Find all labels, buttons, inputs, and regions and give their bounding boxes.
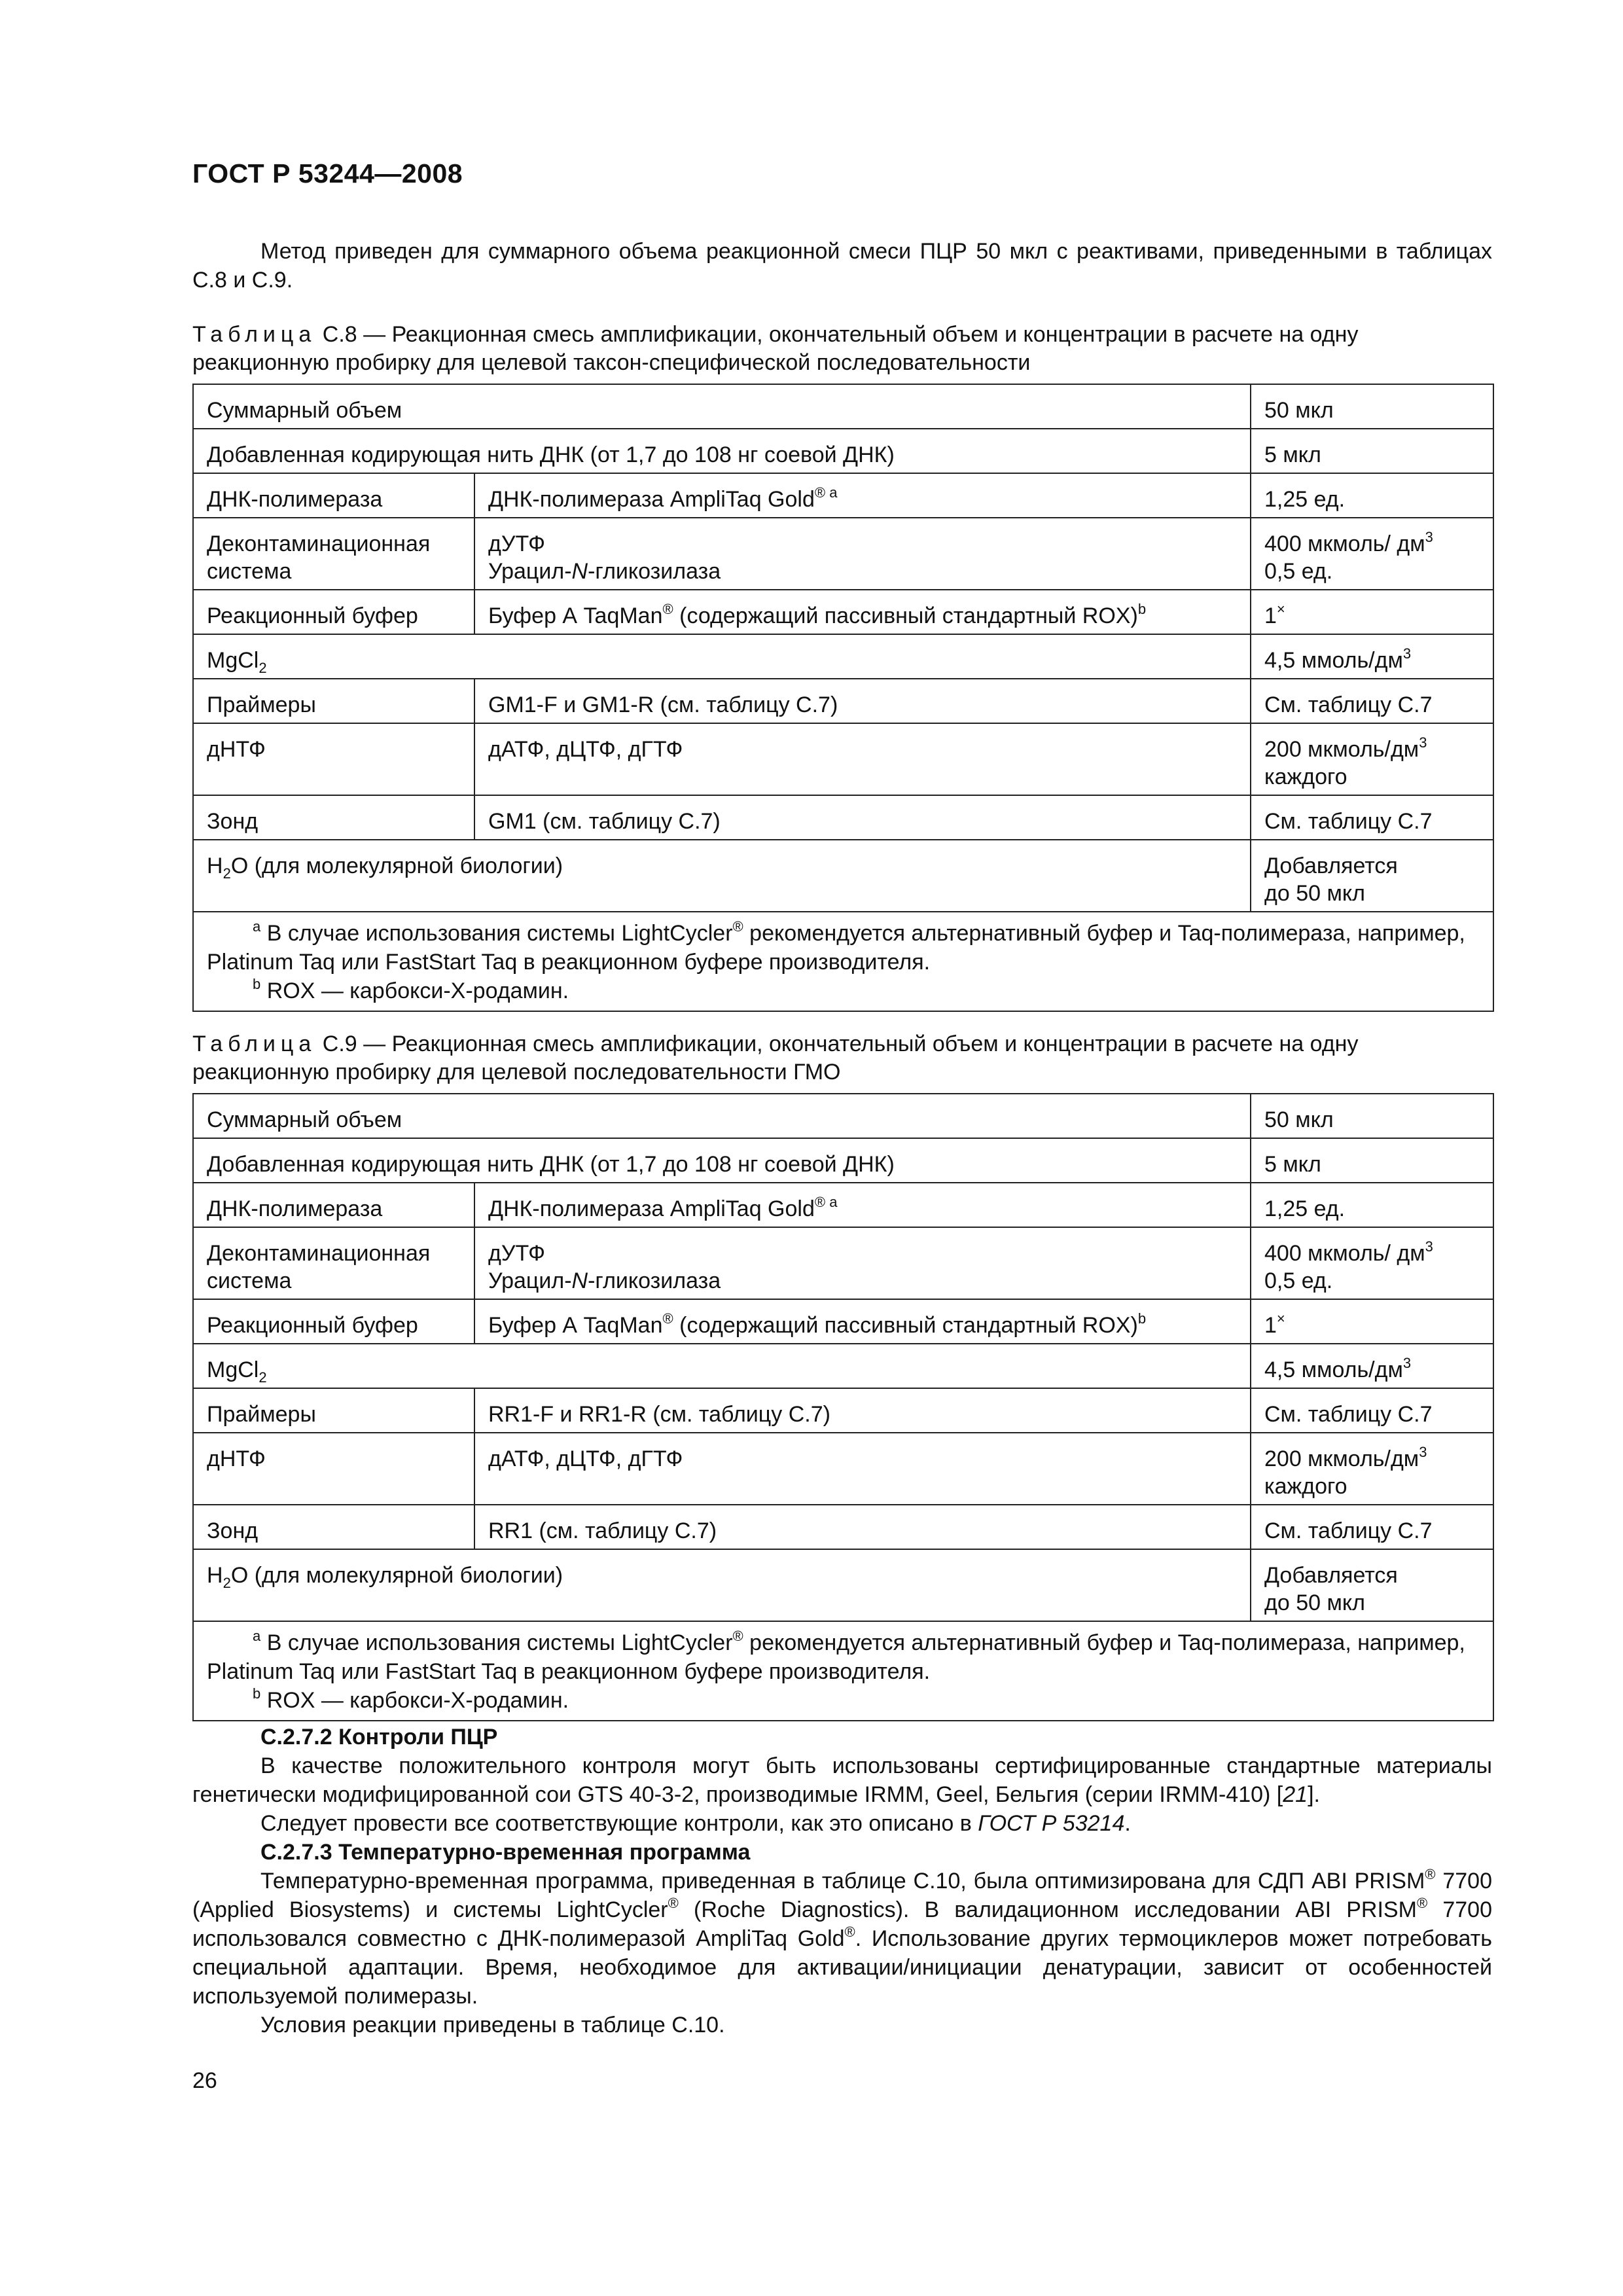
text-fragment: 200 мкмоль/дм <box>1264 737 1419 762</box>
text-fragment: 200 мкмоль/дм <box>1264 1446 1419 1471</box>
table-cell: Праймеры <box>193 679 474 723</box>
table-cell <box>474 590 1251 634</box>
text-fragment: Следует провести все соответствующие контроли, как это описано в <box>260 1811 978 1836</box>
table-cell: дНТФ <box>193 1433 474 1505</box>
superscript: 3 <box>1425 1238 1433 1255</box>
text-fragment: 7700 (Applied Biosystems) и системы LightCycler <box>192 1869 1492 1922</box>
value-line: каждого <box>1264 764 1347 789</box>
table-footnotes <box>193 1621 1493 1721</box>
footnote-b <box>207 1686 1480 1715</box>
table-c8-caption <box>192 321 1492 377</box>
text-fragment: MgCl <box>207 1357 259 1382</box>
value-line: до 50 мкл <box>1264 1590 1365 1615</box>
footnote-mark: a <box>253 1628 261 1644</box>
text-fragment: 4,5 ммоль/дм <box>1264 1357 1403 1382</box>
table-cell <box>1251 518 1493 590</box>
table-row <box>193 679 1493 723</box>
table-row <box>193 384 1493 429</box>
text-fragment: (содержащий пассивный стандартный ROX) <box>673 603 1138 628</box>
text-fragment: 400 мкмоль/ дм <box>1264 531 1425 556</box>
superscript: 3 <box>1425 529 1433 545</box>
section-heading: С.2.7.3 Температурно-временная программа <box>260 1840 751 1865</box>
table-cell: См. таблицу С.7 <box>1251 679 1493 723</box>
table-cell <box>193 912 1493 1011</box>
text-fragment: O (для молекулярной биологии) <box>230 853 563 878</box>
reagent-line <box>488 558 1237 585</box>
text-fragment: В случае использования системы LightCycler <box>266 1630 733 1655</box>
table-cell: дАТФ, дЦТФ, дГТФ <box>474 1433 1251 1505</box>
table-cell <box>474 1183 1251 1227</box>
table-cell: дНТФ <box>193 723 474 795</box>
text-fragment: MgCl <box>207 648 259 673</box>
text-fragment: В качестве положительного контроля могут быть использованы сертифицированные стандартные материалы генетически модифицированной сои GTS 40-3-2, производимые IRMM, Geel, Бельгия (серии IRMM-410) [ <box>192 1753 1492 1807</box>
footnote-a <box>207 919 1480 977</box>
table-cell <box>1251 1227 1493 1299</box>
table-row <box>193 840 1493 912</box>
text-fragment: 1 <box>1264 603 1277 628</box>
value-line: Добавляется <box>1264 1563 1398 1588</box>
text-fragment: ROX — карбокси-Х-родамин. <box>266 978 569 1003</box>
table-cell: Добавленная кодирующая нить ДНК (от 1,7 до 108 нг соевой ДНК) <box>193 429 1251 473</box>
table-cell <box>1251 1299 1493 1344</box>
footnote-mark: b <box>253 976 261 992</box>
table-cell <box>193 1344 1251 1388</box>
text-fragment: (Roche Diagnostics). В валидационном исследовании ABI PRISM <box>678 1897 1417 1922</box>
table-cell: Праймеры <box>193 1388 474 1433</box>
text-fragment: . <box>1124 1811 1131 1836</box>
superscript: 3 <box>1419 1444 1427 1460</box>
subscript: 2 <box>223 865 231 882</box>
value-line <box>1264 1445 1480 1473</box>
italic-fragment: N <box>571 1268 588 1293</box>
table-cell: Деконтаминационная система <box>193 1227 474 1299</box>
superscript: 3 <box>1402 645 1412 662</box>
table-cell <box>474 1227 1251 1299</box>
standard-reference: ГОСТ Р 53214 <box>978 1811 1125 1836</box>
footnote-a <box>207 1628 1480 1686</box>
text-fragment: Температурно-временная программа, приведенная в таблице С.10, была оптимизирована для СДП ABI PRISM <box>260 1869 1425 1893</box>
text-fragment: Буфер А TaqMan <box>488 1313 663 1338</box>
table-c9 <box>192 1093 1494 1721</box>
table-cell: Деконтаминационная система <box>193 518 474 590</box>
text-fragment: -гликозилаза <box>588 559 721 584</box>
table-row <box>193 1227 1493 1299</box>
table-cell <box>1251 1549 1493 1621</box>
superscript: 3 <box>1402 1355 1412 1371</box>
table-cell: См. таблицу С.7 <box>1251 1505 1493 1549</box>
table-cell <box>474 1299 1251 1344</box>
table-cell: Реакционный буфер <box>193 1299 474 1344</box>
reagent-line: дУТФ <box>488 1241 545 1266</box>
table-caption-text: С.8 — Реакционная смесь амплификации, окончательный объем и концентрации в расчете на одну реакционную пробирку для целевой таксон-специфической последовательности <box>192 322 1359 375</box>
table-cell <box>193 1621 1493 1721</box>
table-row <box>193 1138 1493 1183</box>
table-row <box>193 1094 1493 1138</box>
superscript: 3 <box>1419 734 1427 751</box>
table-row <box>193 634 1493 679</box>
table-row <box>193 1299 1493 1344</box>
footnote-mark: b <box>253 1685 261 1702</box>
table-row <box>193 1549 1493 1621</box>
table-cell: ДНК-полимераза <box>193 1183 474 1227</box>
reference-link: 21 <box>1283 1782 1308 1807</box>
superscript: ® <box>662 1310 673 1327</box>
section-paragraph <box>192 1809 1492 1838</box>
reagent-line: дУТФ <box>488 531 545 556</box>
superscript: ® <box>844 1924 855 1940</box>
table-c8 <box>192 384 1494 1012</box>
text-fragment: Урацил- <box>488 559 572 584</box>
table-cell: 50 мкл <box>1251 384 1493 429</box>
value-line: 0,5 ед. <box>1264 1268 1333 1293</box>
table-row <box>193 1344 1493 1388</box>
section-heading: С.2.7.2 Контроли ПЦР <box>260 1725 498 1749</box>
table-cell: Зонд <box>193 1505 474 1549</box>
table-row <box>193 1183 1493 1227</box>
table-cell <box>1251 1344 1493 1388</box>
table-row <box>193 590 1493 634</box>
text-fragment: рекомендуется альтернативный буфер и Taq-полимераза, например, Platinum Taq или FastStart Taq в реакционном буфере производителя. <box>207 1630 1465 1684</box>
table-cell <box>1251 590 1493 634</box>
superscript: × <box>1276 601 1285 617</box>
text-fragment: Урацил- <box>488 1268 572 1293</box>
value-line: до 50 мкл <box>1264 881 1365 906</box>
table-row <box>193 473 1493 518</box>
table-cell: Суммарный объем <box>193 1094 1251 1138</box>
value-line: 0,5 ед. <box>1264 559 1333 584</box>
text-fragment: ROX — карбокси-Х-родамин. <box>266 1688 569 1713</box>
table-caption-label: Таблица <box>192 1031 317 1056</box>
document-header: ГОСТ Р 53244—2008 <box>192 158 463 188</box>
table-cell: GM1-F и GM1-R (см. таблицу С.7) <box>474 679 1251 723</box>
reagent-name: ДНК-полимераза AmpliTaq Gold <box>488 1196 815 1221</box>
reagent-line <box>488 1267 1237 1295</box>
value-line <box>1264 1240 1480 1267</box>
value-line: Добавляется <box>1264 853 1398 878</box>
table-row <box>193 1388 1493 1433</box>
table-cell <box>1251 723 1493 795</box>
text-fragment: 1 <box>1264 1313 1277 1338</box>
text-fragment: Буфер А TaqMan <box>488 603 663 628</box>
table-cell: 1,25 ед. <box>1251 1183 1493 1227</box>
superscript: ® а <box>814 1194 838 1210</box>
table-cell: RR1 (см. таблицу С.7) <box>474 1505 1251 1549</box>
table-row <box>193 795 1493 840</box>
text-fragment: рекомендуется альтернативный буфер и Taq-полимераза, например, Platinum Taq или FastStart Taq в реакционном буфере производителя. <box>207 921 1465 975</box>
value-line <box>1264 736 1480 763</box>
table-cell: 5 мкл <box>1251 429 1493 473</box>
text-fragment: H <box>207 853 223 878</box>
page-number: 26 <box>192 2068 217 2093</box>
superscript: b <box>1137 601 1147 617</box>
table-row <box>193 1433 1493 1505</box>
section-paragraph: Условия реакции приведены в таблице С.10. <box>260 2013 725 2037</box>
superscript: ® <box>1416 1895 1428 1911</box>
table-row <box>193 429 1493 473</box>
value-line: каждого <box>1264 1474 1347 1499</box>
footnote-b <box>207 977 1480 1005</box>
table-caption-label: Таблица <box>192 322 317 347</box>
section-paragraph <box>192 1751 1492 1809</box>
sections-block <box>192 1723 1492 2039</box>
table-row <box>193 723 1493 795</box>
italic-fragment: N <box>571 559 588 584</box>
table-cell <box>193 634 1251 679</box>
table-cell <box>1251 634 1493 679</box>
footnote-mark: a <box>253 918 261 935</box>
table-cell: См. таблицу С.7 <box>1251 795 1493 840</box>
table-cell <box>474 518 1251 590</box>
section-paragraph <box>192 1867 1492 2011</box>
table-cell: Суммарный объем <box>193 384 1251 429</box>
subscript: 2 <box>223 1575 231 1591</box>
text-fragment: ]. <box>1308 1782 1320 1807</box>
text-fragment: (содержащий пассивный стандартный ROX) <box>673 1313 1138 1338</box>
table-cell <box>193 1549 1251 1621</box>
subscript: 2 <box>259 660 267 676</box>
table-cell <box>1251 1433 1493 1505</box>
table-c9-caption <box>192 1030 1492 1086</box>
superscript: ® <box>662 601 673 617</box>
table-cell: Реакционный буфер <box>193 590 474 634</box>
intro-paragraph: Метод приведен для суммарного объема реакционной смеси ПЦР 50 мкл с реактивами, приведенными в таблицах С.8 и С.9. <box>192 239 1492 293</box>
table-cell: RR1-F и RR1-R (см. таблицу С.7) <box>474 1388 1251 1433</box>
table-row <box>193 1505 1493 1549</box>
table-cell: дАТФ, дЦТФ, дГТФ <box>474 723 1251 795</box>
table-cell <box>474 473 1251 518</box>
superscript: b <box>1137 1310 1147 1327</box>
table-cell <box>1251 840 1493 912</box>
value-line <box>1264 530 1480 558</box>
table-footnotes <box>193 912 1493 1011</box>
table-cell: См. таблицу С.7 <box>1251 1388 1493 1433</box>
table-cell: 1,25 ед. <box>1251 473 1493 518</box>
reagent-name: ДНК-полимераза AmpliTaq Gold <box>488 487 815 512</box>
table-cell: Добавленная кодирующая нить ДНК (от 1,7 до 108 нг соевой ДНК) <box>193 1138 1251 1183</box>
text-fragment: O (для молекулярной биологии) <box>230 1563 563 1588</box>
superscript: ® <box>732 1628 743 1644</box>
table-cell: GM1 (см. таблицу С.7) <box>474 795 1251 840</box>
table-cell: Зонд <box>193 795 474 840</box>
text-fragment: 4,5 ммоль/дм <box>1264 648 1403 673</box>
subscript: 2 <box>259 1369 267 1386</box>
text-fragment: -гликозилаза <box>588 1268 721 1293</box>
superscript: ® <box>732 918 743 935</box>
text-fragment: 400 мкмоль/ дм <box>1264 1241 1425 1266</box>
superscript: × <box>1276 1310 1285 1327</box>
table-row <box>193 518 1493 590</box>
table-cell <box>193 840 1251 912</box>
table-cell: 5 мкл <box>1251 1138 1493 1183</box>
superscript: ® а <box>814 484 838 501</box>
superscript: ® <box>668 1895 679 1911</box>
text-fragment: H <box>207 1563 223 1588</box>
superscript: ® <box>1425 1866 1436 1882</box>
text-fragment: В случае использования системы LightCycler <box>266 921 733 946</box>
table-caption-text: С.9 — Реакционная смесь амплификации, окончательный объем и концентрации в расчете на одну реакционную пробирку для целевой последовательности ГМО <box>192 1031 1359 1085</box>
table-cell: ДНК-полимераза <box>193 473 474 518</box>
text-fragment: 7700 использовался совместно с ДНК-полимеразой AmpliTaq Gold <box>192 1897 1492 1951</box>
table-cell: 50 мкл <box>1251 1094 1493 1138</box>
text-fragment: . Использование других термоциклеров может потребовать специальной адаптации. Время, необходимое для активации/инициации денатурации, зависит от особенностей используемой полимеразы. <box>192 1926 1492 2009</box>
